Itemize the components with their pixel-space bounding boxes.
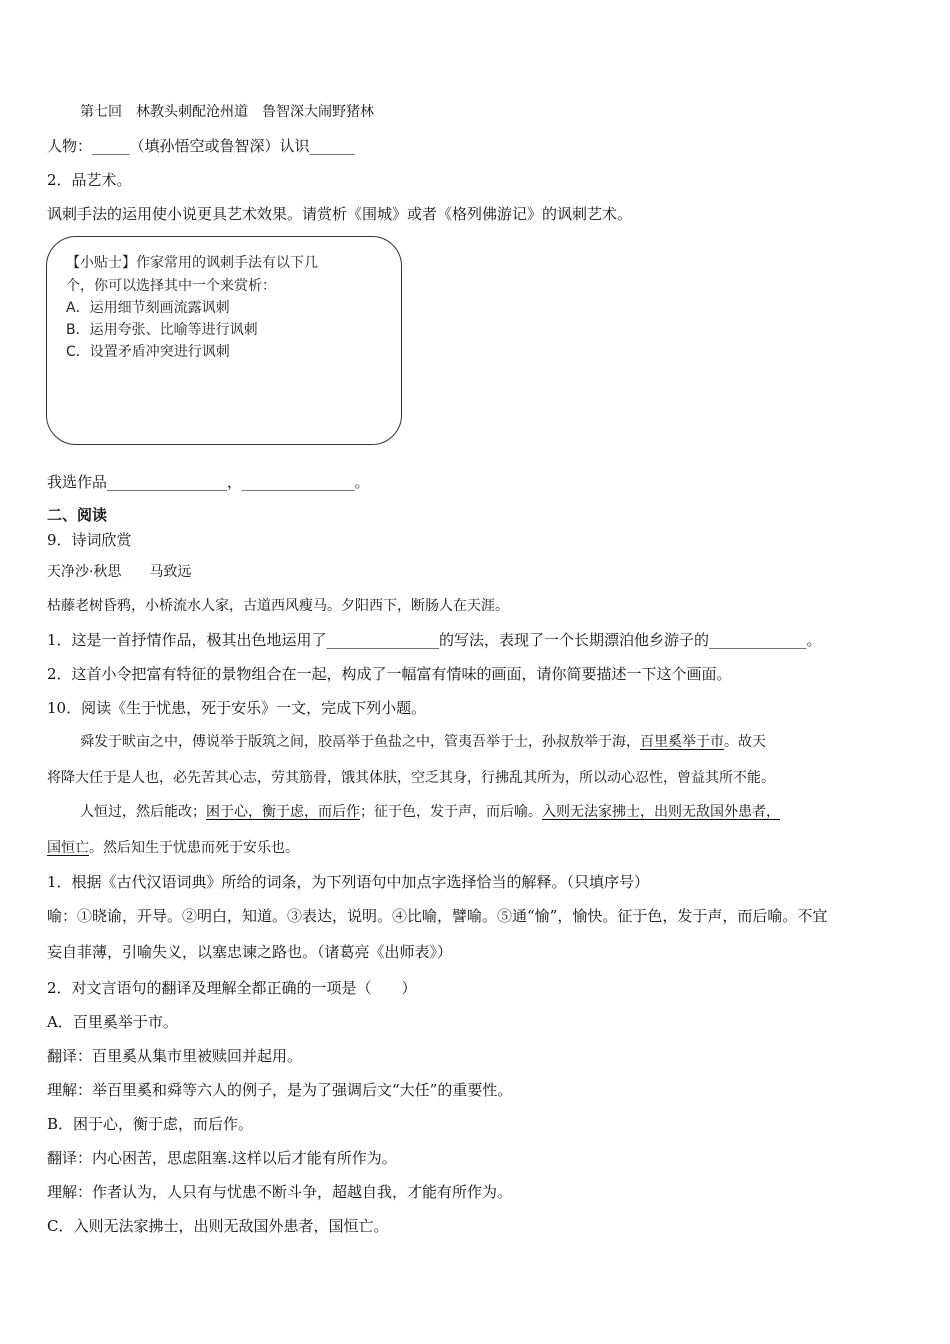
passage-text: 人恒过，然后能改；	[80, 804, 206, 820]
option-a: A．百里奚举于市。	[47, 1013, 178, 1031]
option-a-translation: 翻译：百里奚从集市里被赎回并起用。	[47, 1047, 303, 1065]
question-2-prompt: 讽刺手法的运用使小说更具艺术效果。请赏析《围城》或者《格列佛游记》的讽刺艺术。	[47, 205, 633, 223]
dictionary-entry-cont: 妄自菲薄，引喻失义，以塞忠谏之路也。（诸葛亮《出师表》）	[47, 943, 453, 961]
tip-line: 【小贴士】作家常用的讽刺手法有以下几	[66, 255, 318, 271]
question-9-sub-2: 2．这首小令把富有特征的景物组合在一起，构成了一幅富有情味的画面，请你简要描述一下这个画面。	[47, 665, 732, 683]
passage-line	[80, 732, 766, 752]
tip-line: 个，你可以选择其中一个来赏析：	[66, 278, 276, 294]
section-heading: 二、阅读	[47, 506, 108, 524]
passage-underlined: 国恒亡	[47, 840, 89, 856]
tip-line: A．运用细节刻画流露讽刺	[66, 300, 230, 316]
choose-work-line: 我选作品________________，_______________。	[47, 473, 370, 491]
passage-underlined: 入则无法家拂士，出则无敌国外患者，	[542, 804, 780, 820]
question-10-sub-1: 1．根据《古代汉语词典》所给的词条，为下列语句中加点字选择恰当的解释。（只填序号）	[47, 873, 650, 891]
question-9-sub-1: 1．这是一首抒情作品，极其出色地运用了_______________的写法，表现了一个长期漂泊他乡游子的_____________。	[47, 631, 822, 649]
option-b-understanding: 理解：作者认为，人只有与忧患不断斗争，超越自我，才能有所作为。	[47, 1183, 513, 1201]
question-2-heading: 2．品艺术。	[47, 171, 132, 189]
tip-line: C．设置矛盾冲突进行讽刺	[66, 344, 230, 360]
question-10-title: 10．阅读《生于忧患，死于安乐》一文，完成下列小题。	[47, 699, 427, 717]
question-10-sub-2: 2．对文言语句的翻译及理解全都正确的一项是（ ）	[47, 979, 417, 997]
passage-underlined: 百里奚举于市	[640, 734, 724, 750]
question-9-title: 9．诗词欣赏	[47, 531, 132, 549]
passage-text: ；征于色，发于声，而后喻。	[360, 804, 542, 820]
person-blank-line: 人物：_____（填孙悟空或鲁智深）认识______	[47, 137, 355, 155]
poem-title: 天净沙·秋思 马致远	[47, 564, 192, 580]
option-b-translation: 翻译：内心困苦，思虑阻塞.这样以后才能有所作为。	[47, 1149, 397, 1167]
passage-line	[80, 802, 780, 822]
passage-text: 。故天	[724, 734, 766, 750]
option-c: C．入则无法家拂士，出则无敌国外患者，国恒亡。	[47, 1217, 389, 1235]
option-b: B．困于心，衡于虑，而后作。	[47, 1115, 254, 1133]
passage-line	[47, 838, 299, 858]
option-a-understanding: 理解：举百里奚和舜等六人的例子，是为了强调后文“大任”的重要性。	[47, 1081, 513, 1099]
passage-text: 舜发于畎亩之中，傅说举于版筑之间，胶鬲举于鱼盐之中，管夷吾举于士，孙叔敖举于海，	[80, 734, 640, 750]
dictionary-entry: 喻：①晓谕，开导。②明白，知道。③表达，说明。④比喻，譬喻。⑤通“愉”，愉快。征于色，发于声，而后喻。不宜	[47, 907, 828, 925]
chapter-line: 第七回 林教头刺配沧州道 鲁智深大闹野猪林	[80, 104, 374, 120]
passage-underlined: 困于心，衡于虑，而后作	[206, 804, 360, 820]
poem-text: 枯藤老树昏鸦，小桥流水人家，古道西风瘦马。夕阳西下，断肠人在天涯。	[47, 598, 509, 614]
tip-line: B．运用夸张、比喻等进行讽刺	[66, 322, 258, 338]
passage-line: 将降大任于是人也，必先苦其心志，劳其筋骨，饿其体肤，空乏其身，行拂乱其所为，所以动心忍性，曾益其所不能。	[47, 770, 775, 786]
passage-text: 。然后知生于忧患而死于安乐也。	[89, 840, 299, 856]
